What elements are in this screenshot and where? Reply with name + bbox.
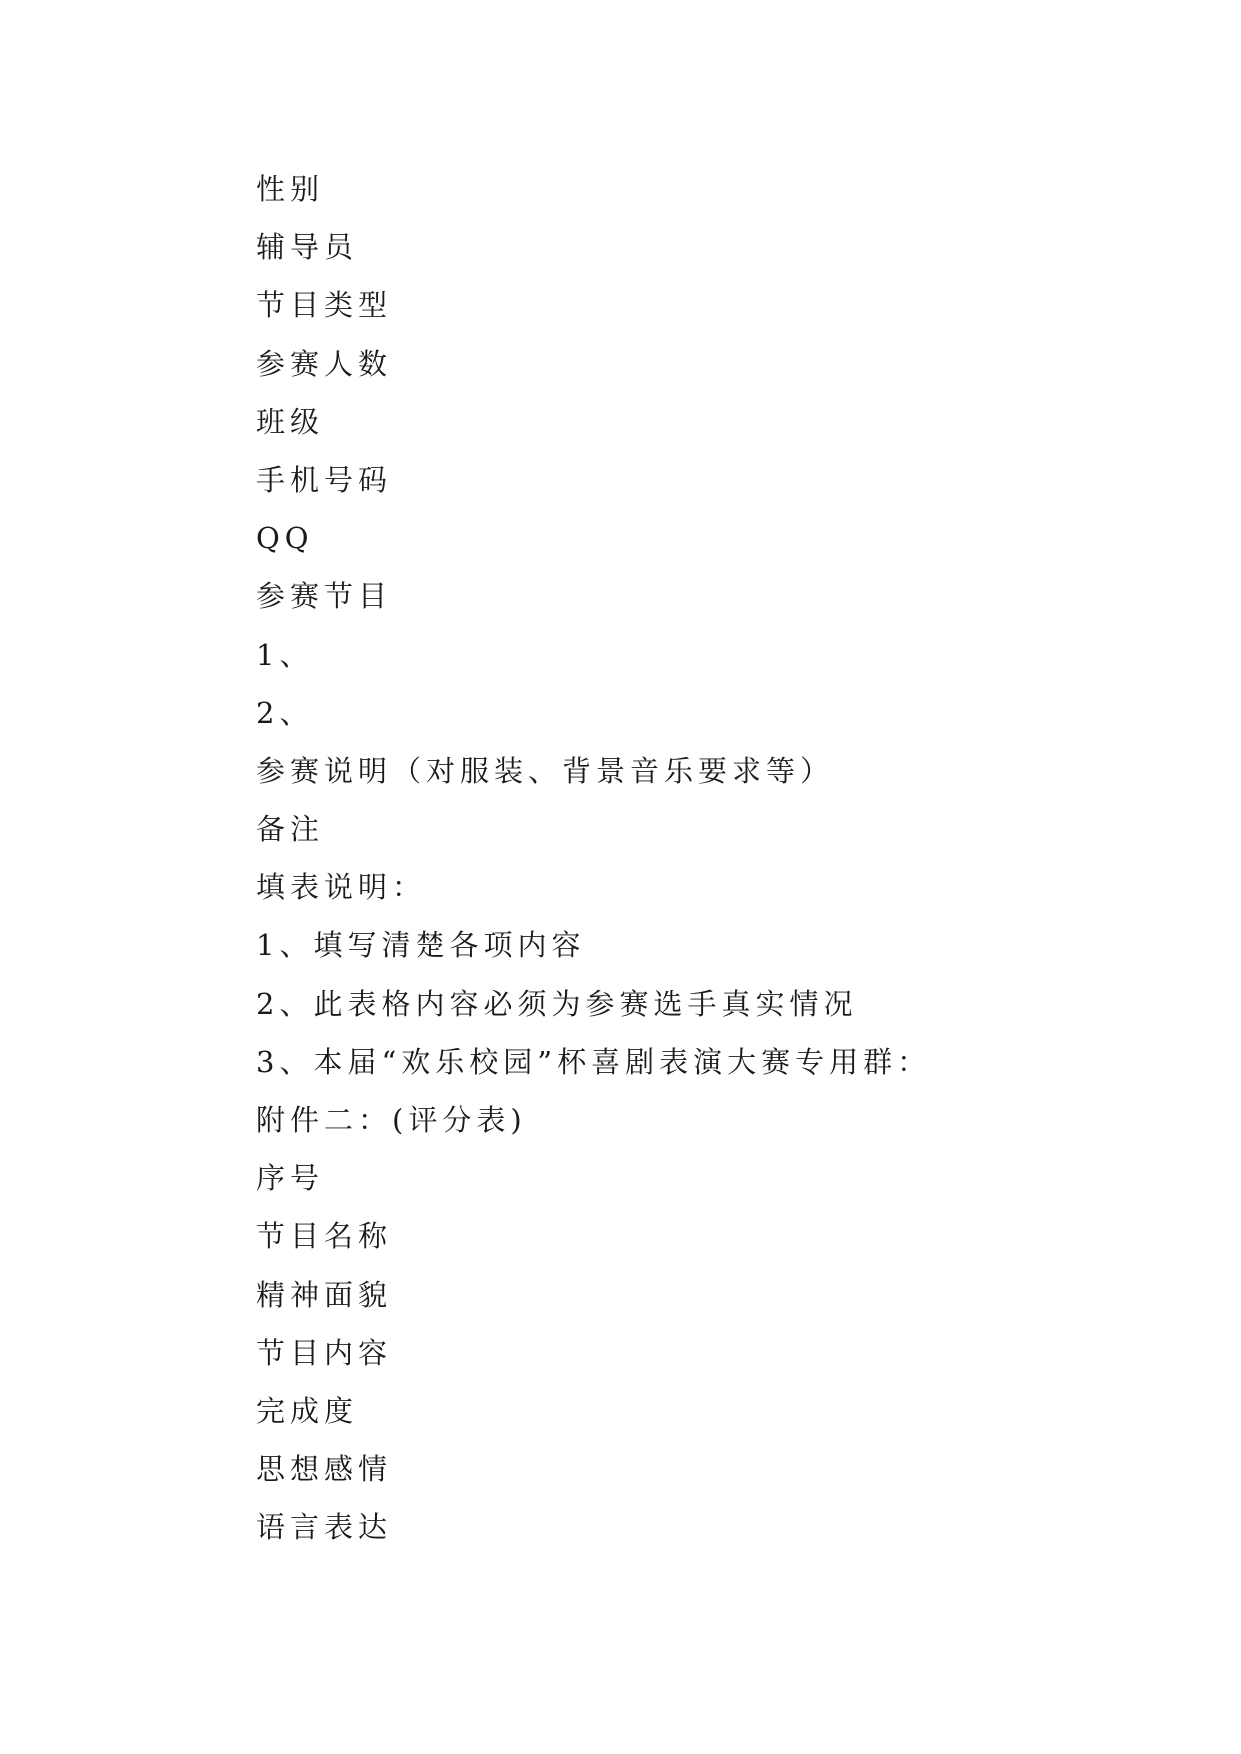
score-label-spirit: 精神面貌 [256, 1277, 393, 1312]
score-label-number: 序号 [256, 1161, 325, 1196]
field-label-counselor: 辅导员 [256, 230, 359, 265]
instruction-item-3: 3、本届“欢乐校园”杯喜剧表演大赛专用群： [256, 1044, 932, 1079]
instructions-heading: 填表说明： [256, 870, 427, 905]
field-label-entry-notes: 参赛说明（对服装、背景音乐要求等） [256, 753, 835, 788]
instruction-item-1: 1、填写清楚各项内容 [256, 928, 586, 963]
score-label-completion: 完成度 [256, 1393, 359, 1428]
program-item-2: 2、 [256, 695, 314, 730]
document-body [256, 160, 1156, 1557]
field-label-remarks: 备注 [256, 812, 325, 847]
instruction-item-2: 2、此表格内容必须为参赛选手真实情况 [256, 986, 858, 1021]
field-label-program: 参赛节目 [256, 579, 393, 614]
score-label-program-name: 节目名称 [256, 1219, 393, 1254]
field-label-qq: QQ [256, 521, 314, 556]
score-label-content: 节目内容 [256, 1335, 393, 1370]
field-label-program-type: 节目类型 [256, 288, 393, 323]
field-label-class: 班级 [256, 404, 325, 439]
field-label-phone: 手机号码 [256, 462, 393, 497]
score-label-emotion: 思想感情 [256, 1452, 393, 1487]
field-label-participant-count: 参赛人数 [256, 346, 393, 381]
attachment-heading: 附件二：(评分表) [256, 1103, 527, 1137]
program-item-1: 1、 [256, 637, 314, 672]
field-label-gender: 性别 [256, 172, 325, 206]
score-label-language: 语言表达 [256, 1510, 393, 1545]
